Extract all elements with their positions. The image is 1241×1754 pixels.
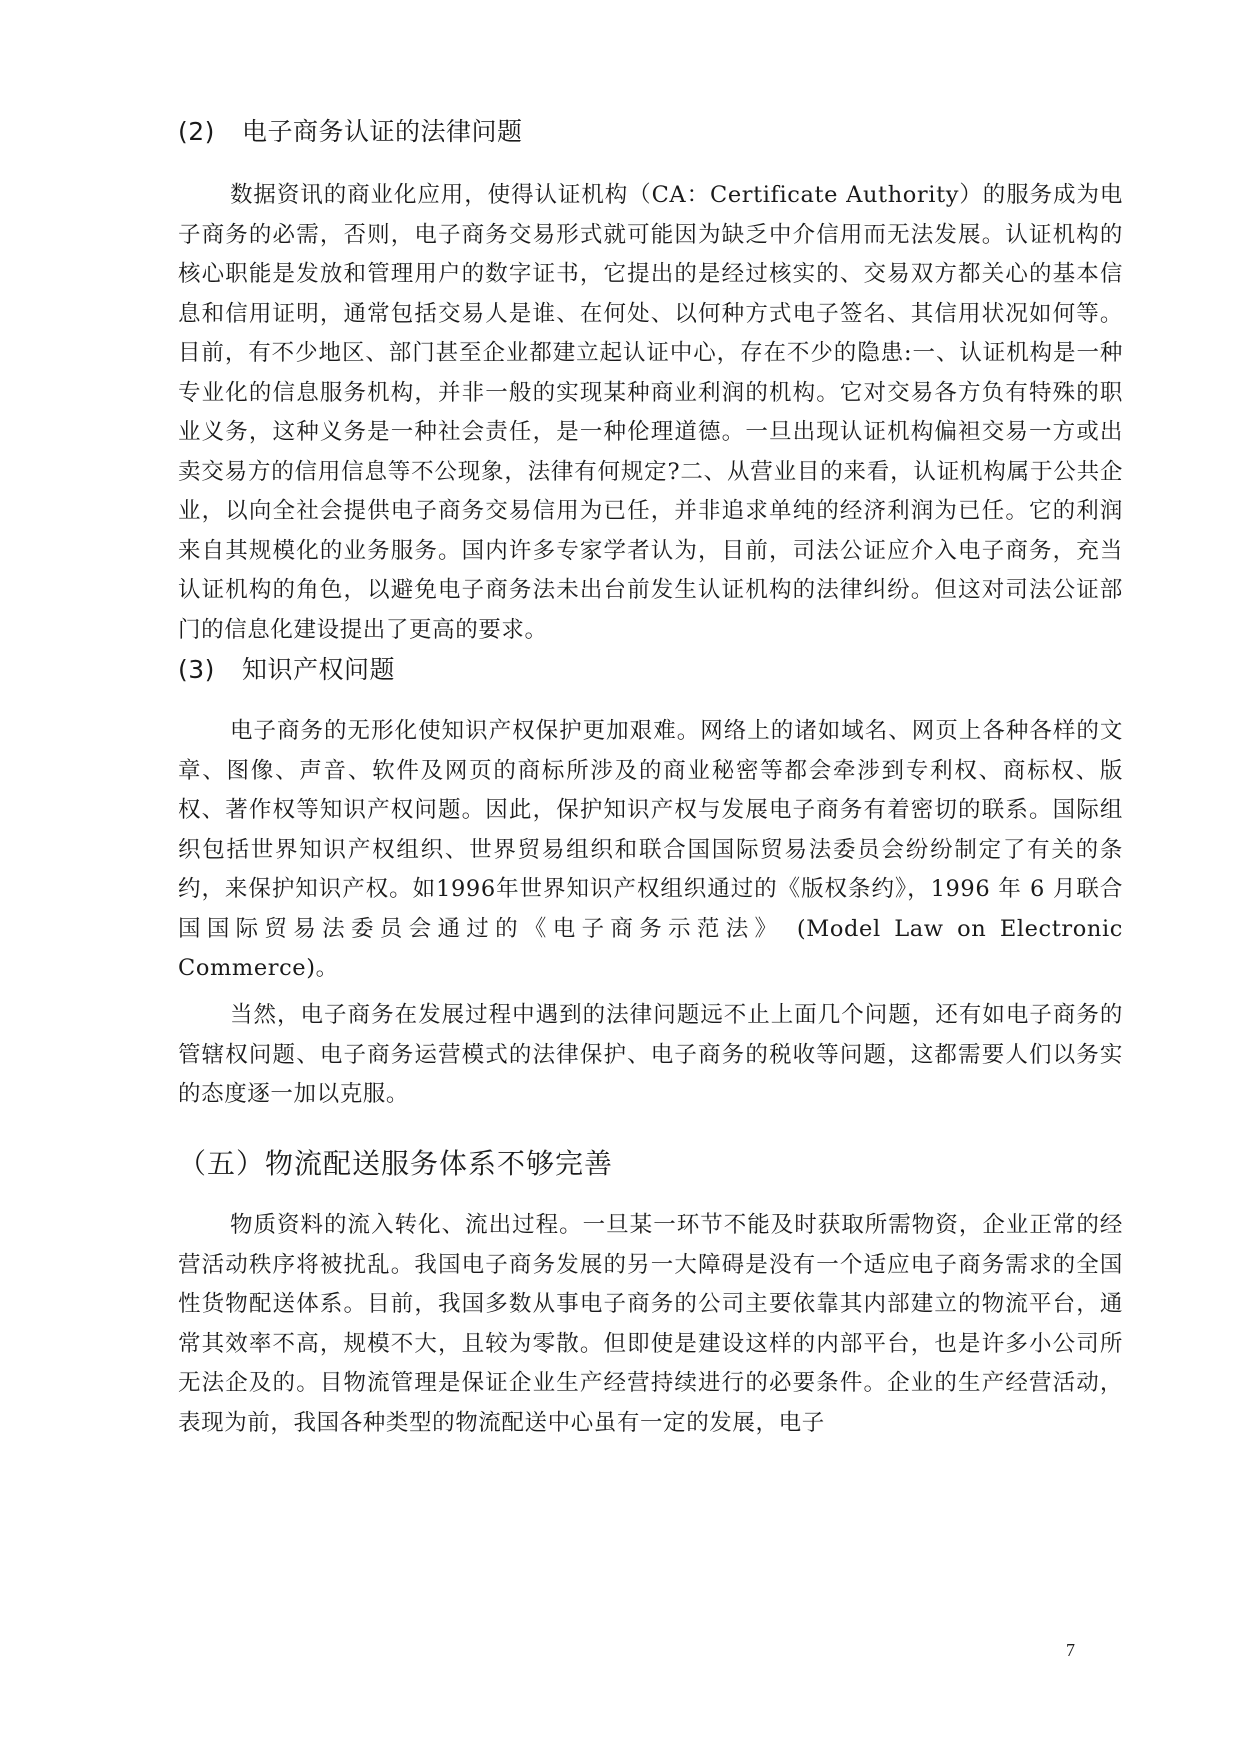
page-number: 7 [1066, 1640, 1075, 1660]
section-2-number: (2) [178, 117, 215, 146]
section-3-number: (3) [178, 655, 215, 684]
section-3-title: 知识产权问题 [242, 655, 396, 684]
section-5-heading: （五）物流配送服务体系不够完善 [178, 1147, 614, 1180]
section-2-paragraph: 数据资讯的商业化应用，使得认证机构（CA：Certificate Authority）的服务成为电子商务的必需，否则，电子商务交易形式就可能因为缺乏中介信用而无法发展。认证机构的核心职能是发放和管理用户的数字证书，它提出的是经过核实的、交易双方都关心的基本信息和信用证明，通常包括交易人是谁、在何处、以何种方式电子签名、其信用状况如何等。目前，有不少地区、部门甚至企业都建立起认证中心，存在不少的隐患:一、认证机构是一种专业化的信息服务机构，并非一般的实现某种商业利润的机构。它对交易各方负有特殊的职业义务，这种义务是一种社会责任，是一种伦理道德。一旦出现认证机构偏袒交易一方或出卖交易方的信用信息等不公现象，法律有何规定?二、从营业目的来看，认证机构属于公共企业，以向全社会提供电子商务交易信用为已任，并非追求单纯的经济利润为已任。它的利润来自其规模化的业务服务。国内许多专家学者认为，目前，司法公证应介入电子商务，充当认证机构的角色，以避免电子商务法未出台前发生认证机构的法律纠纷。但这对司法公证部门的信息化建设提出了更高的要求。 [178, 182, 1123, 643]
section-5-paragraph: 物质资料的流入转化、流出过程。一旦某一环节不能及时获取所需物资，企业正常的经营活动秩序将被扰乱。我国电子商务发展的另一大障碍是没有一个适应电子商务需求的全国性货物配送体系。目前，我国多数从事电子商务的公司主要依靠其内部建立的物流平台，通常其效率不高，规模不大，且较为零散。但即使是建设这样的内部平台，也是许多小公司所无法企及的。目物流管理是保证企业生产经营持续进行的必要条件。企业的生产经营活动，表现为前，我国各种类型的物流配送中心虽有一定的发展，电子 [178, 1212, 1123, 1436]
section-3-paragraph: 电子商务的无形化使知识产权保护更加艰难。网络上的诸如域名、网页上各种各样的文章、图像、声音、软件及网页的商标所涉及的商业秘密等都会牵涉到专利权、商标权、版权、著作权等知识产权问题。因此，保护知识产权与发展电子商务有着密切的联系。国际组织包括世界知识产权组织、世界贸易组织和联合国国际贸易法委员会纷纷制定了有关的条约，来保护知识产权。如1996年世界知识产权组织通过的《版权条约》，1996 年 6 月联合国国际贸易法委员会通过的《电子商务示范法》 (Model Law on Electronic Commerce)。 [178, 718, 1123, 981]
section-3-heading [178, 650, 395, 686]
section-2-title: 电子商务认证的法律问题 [242, 117, 523, 146]
section-2-heading [178, 112, 523, 148]
section-3-closing-paragraph: 当然，电子商务在发展过程中遇到的法律问题远不止上面几个问题，还有如电子商务的管辖权问题、电子商务运营模式的法律保护、电子商务的税收等问题，这都需要人们以务实的态度逐一加以克服。 [178, 1002, 1123, 1107]
